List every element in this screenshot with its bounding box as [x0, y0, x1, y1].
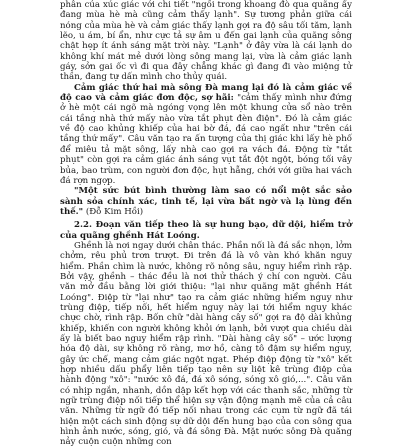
- quote-text: "Một sức bút bình thường làm sao có nổi một sắc sảo sành sỏa chính xác, tinh tế, lại vừa bất ngờ và lạ lùng đến thế.": [60, 186, 352, 217]
- quote-attribution: (Đỗ Kim Hồi): [83, 206, 144, 217]
- paragraph-height-lead: Cảm giác thứ hai mà sông Đà mang lại đó là cảm giác về độ cao và cảm giác đơn độc, sợ hãi:: [60, 82, 352, 104]
- section-heading: 2.2. Đoạn văn tiếp theo là sự hung bạo, dữ dội, hiểm trở của quãng ghềnh Hát Loóng.: [60, 220, 352, 241]
- paragraph-rapids: Ghềnh là nơi ngay dưới chân thác. Phần nối là đá sắc nhọn, lởm chởm, rêu phủ trơn trượt. Đi trên đá là vô vàn khó khăn nguy hiểm. Phần chìm là nước, không rõ nông sâu, nguy hiểm rình rập. Bởi vậy, ghềnh – thác đều là nơi thử thách ý chí con người. Câu văn mở đầu bằng lời giới thiệu: "lại như quãng mặt ghềnh Hát Loóng". Điệp từ "lại như" tạo ra cảm giác những hiểm nguy như trùng điệp, tiếp nối, hết hiểm nguy này lại tới hiểm nguy khác chực chờ, rình rập. Bốn chữ "dài hàng cây số" gợi ra độ dài khủng khiếp, khiến con người không khỏi ớn lạnh, bởi vượt qua chiều dài ấy là biết bao nguy hiểm rập rình. "Dài hàng cây số" – ước lượng hóa độ dài, sự không rõ ràng, mơ hồ, càng tô đậm sự hiểm nguy, gây ức chế, mang cảm giác ngột ngạt. Phép điệp động từ "xô" kết hợp nhiều dấu phẩy liên tiếp tạo nên sự liệt kê trùng điệp của hành động "xô": "nước xô đá, đá xô sóng, sóng xô gió,...". Câu văn có nhịp ngắn, nhanh, dồn dập kết hợp với các thanh sắc, những từ ngữ trùng điệp nối tiếp thể hiện sự vận động mạnh mẽ của cả câu văn. Những từ ngữ đó tiếp nối nhau trong các cụm từ ngữ đã tái hiện một cách sinh động sự dữ dội đến hung bạo của con sông qua hình ảnh nước, sóng, gió, và đá sông Đà. Mặt nước sông Đà quăng nảy cuộn cuộn những con: [60, 240, 352, 448]
- paragraph-height-sensation: [60, 83, 352, 186]
- paragraph-cold-sensation: phân của xúc giác với chi tiết "ngồi trong khoang đò qua quãng ấy đang mùa hè mà cũng cảm thấy lạnh". Sự tương phản giữa cái nóng của mùa hè và cảm giác thấy lạnh gợi ra độ sâu tối tăm, lạnh lẽo, u ám, bí ẩn, như cực tả sự âm u đến gai lạnh của quãng sông chật hẹp ít ánh sáng mặt trời này. "Lạnh" ở đây vừa là cái lạnh do không khí mát mẻ dưới lòng sông mang lại, vừa là cảm giác lạnh gáy, sởn gai ốc vì đi qua đây chẳng khác gì đang đi vào miệng tử thần, đang tự dấn mình cho thủy quái.: [60, 0, 352, 83]
- paragraph-quote: [60, 186, 352, 217]
- paragraph-height-body: "cảm thấy mình như đứng ở hè một cái ngõ mà ngóng vọng lên một khung cửa sổ nào trên cái tầng nhà thứ mấy nào vừa tắt phụt đèn điện". Đó là cảm giác về độ cao khủng khiếp của hai bờ đá, đá cao ngất như "trên cái tầng thứ mấy". Câu văn tạo ra ấn tượng của thị giác khi lấy hè phố để miêu tả mặt sông, lấy nhà cao gợi ra vách đá. Động từ "tắt phụt" còn gợi ra cảm giác ánh sáng vụt tắt đột ngột, bóng tối vây bủa, bao trùm, con người đơn độc, hụt hẫng, chới với giữa hai vách đá rợn ngợp.: [60, 93, 352, 186]
